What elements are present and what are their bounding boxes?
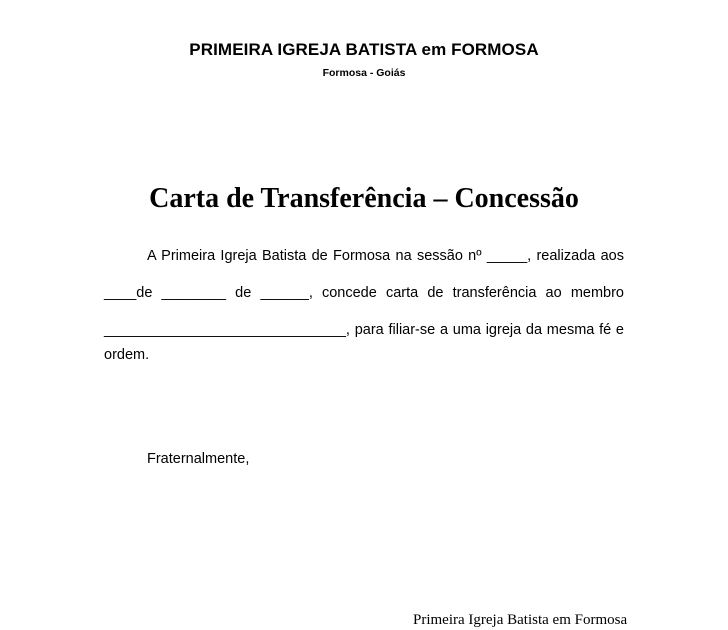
closing-salutation: Fraternalmente, bbox=[147, 451, 250, 467]
signature-line: Primeira Igreja Batista em Formosa bbox=[413, 612, 628, 628]
paragraph-line: ____de ________ de ______, concede carta de transferência ao membro bbox=[104, 285, 624, 301]
church-name-heading: PRIMEIRA IGREJA BATISTA em FORMOSA bbox=[189, 40, 539, 59]
church-location-subheading: Formosa - Goiás bbox=[322, 67, 406, 79]
paragraph-line: A Primeira Igreja Batista de Formosa na sessão nº _____, realizada aos bbox=[147, 248, 624, 264]
paragraph-line: ______________________________, para filiar-se a uma igreja da mesma fé e bbox=[104, 322, 624, 338]
paragraph-line: ordem. bbox=[104, 347, 150, 363]
document-title: Carta de Transferência – Concessão bbox=[149, 183, 579, 214]
